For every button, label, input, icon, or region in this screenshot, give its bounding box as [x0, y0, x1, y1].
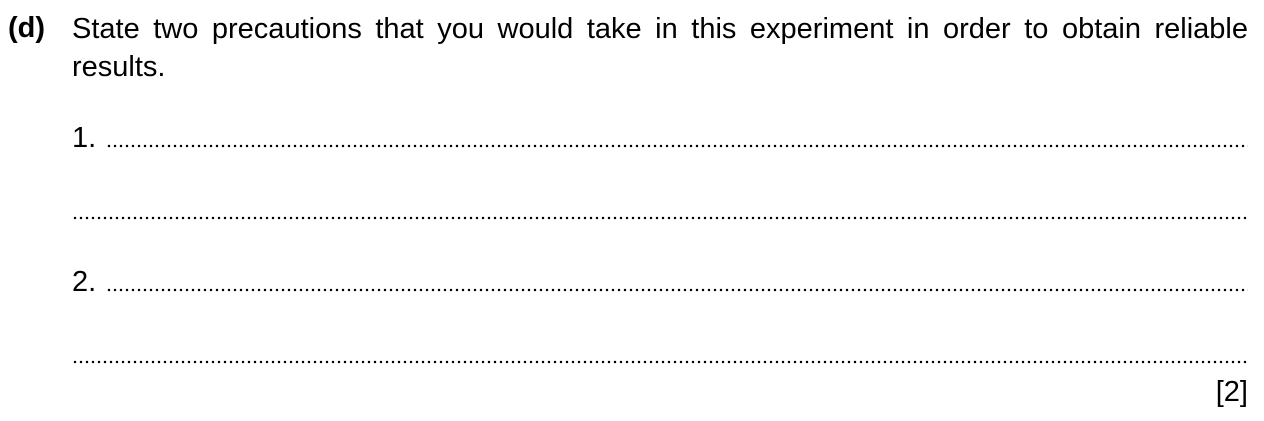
question-text: State two precautions that you would take in this experiment in order to obtain reliable results.	[72, 13, 1248, 83]
answer-line-2-continued[interactable]	[72, 336, 1248, 372]
dotted-rule	[72, 360, 1248, 364]
answer-number-1: 1.	[72, 122, 97, 154]
answer-line-1[interactable]	[72, 120, 1248, 156]
marks-allocation: [2]	[1215, 376, 1248, 408]
answer-line-2[interactable]	[72, 264, 1248, 300]
answer-line-1-continued[interactable]	[72, 192, 1248, 228]
question-label: (d)	[8, 12, 46, 44]
answer-number-2: 2.	[72, 266, 97, 298]
dotted-rule	[72, 216, 1248, 220]
dotted-rule	[106, 288, 1248, 292]
dotted-rule	[106, 144, 1248, 148]
